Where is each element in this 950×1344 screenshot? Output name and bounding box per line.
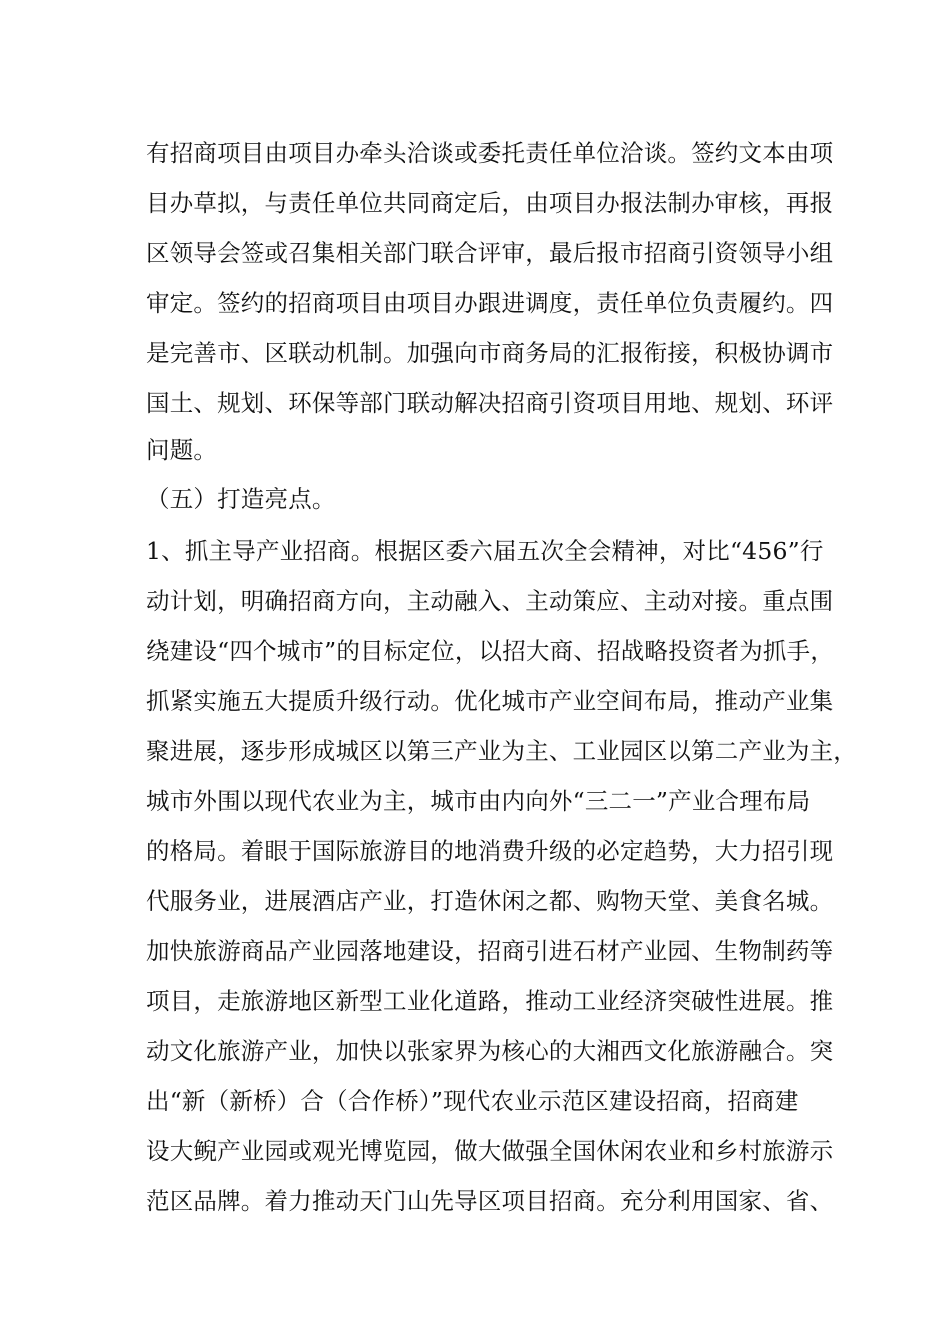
text-line: 城市外围以现代农业为主，城市由内向外“三二一”产业合理布局: [146, 787, 811, 815]
text-line: 出“新（新桥）合（合作桥）”现代农业示范区建设招商，招商建: [146, 1087, 799, 1115]
text-line: 动文化旅游产业，加快以张家界为核心的大湘西文化旅游融合。突: [146, 1037, 834, 1065]
text-line: 的格局。着眼于国际旅游目的地消费升级的必定趋势，大力招引现: [146, 837, 834, 865]
text-line: 绕建设“四个城市”的目标定位，以招大商、招战略投资者为抓手，: [146, 637, 835, 665]
text-line: 是完善市、区联动机制。加强向市商务局的汇报衔接，积极协调市: [146, 339, 834, 367]
section-heading: （五）打造亮点。: [146, 485, 336, 513]
text-line: 问题。: [146, 436, 218, 464]
text-line: 国土、规划、环保等部门联动解决招商引资项目用地、规划、环评: [146, 389, 834, 417]
text-line: 区领导会签或召集相关部门联合评审，最后报市招商引资领导小组: [146, 239, 834, 267]
text-line: 加快旅游商品产业园落地建设，招商引进石材产业园、生物制药等: [146, 937, 834, 965]
text-line: 项目，走旅游地区新型工业化道路，推动工业经济突破性进展。推: [146, 987, 834, 1015]
text-line: 审定。签约的招商项目由项目办跟进调度，责任单位负责履约。四: [146, 289, 834, 317]
text-line: 动计划，明确招商方向，主动融入、主动策应、主动对接。重点围: [146, 587, 834, 615]
text-line: 聚进展，逐步形成城区以第三产业为主、工业园区以第二产业为主，: [146, 737, 857, 765]
text-line: 目办草拟，与责任单位共同商定后，由项目办报法制办审核，再报: [146, 189, 834, 217]
text-line: 有招商项目由项目办牵头洽谈或委托责任单位洽谈。签约文本由项: [146, 139, 834, 167]
text-line: 抓紧实施五大提质升级行动。优化城市产业空间布局，推动产业集: [146, 687, 834, 715]
text-line: 代服务业，进展酒店产业，打造休闲之都、购物天堂、美食名城。: [146, 887, 834, 915]
text-line: 范区品牌。着力推动天门山先导区项目招商。充分利用国家、省、: [146, 1187, 834, 1215]
text-line: 1、抓主导产业招商。根据区委六届五次全会精神，对比“456”行: [146, 537, 824, 565]
text-line: 设大鲵产业园或观光博览园，做大做强全国休闲农业和乡村旅游示: [146, 1137, 834, 1165]
